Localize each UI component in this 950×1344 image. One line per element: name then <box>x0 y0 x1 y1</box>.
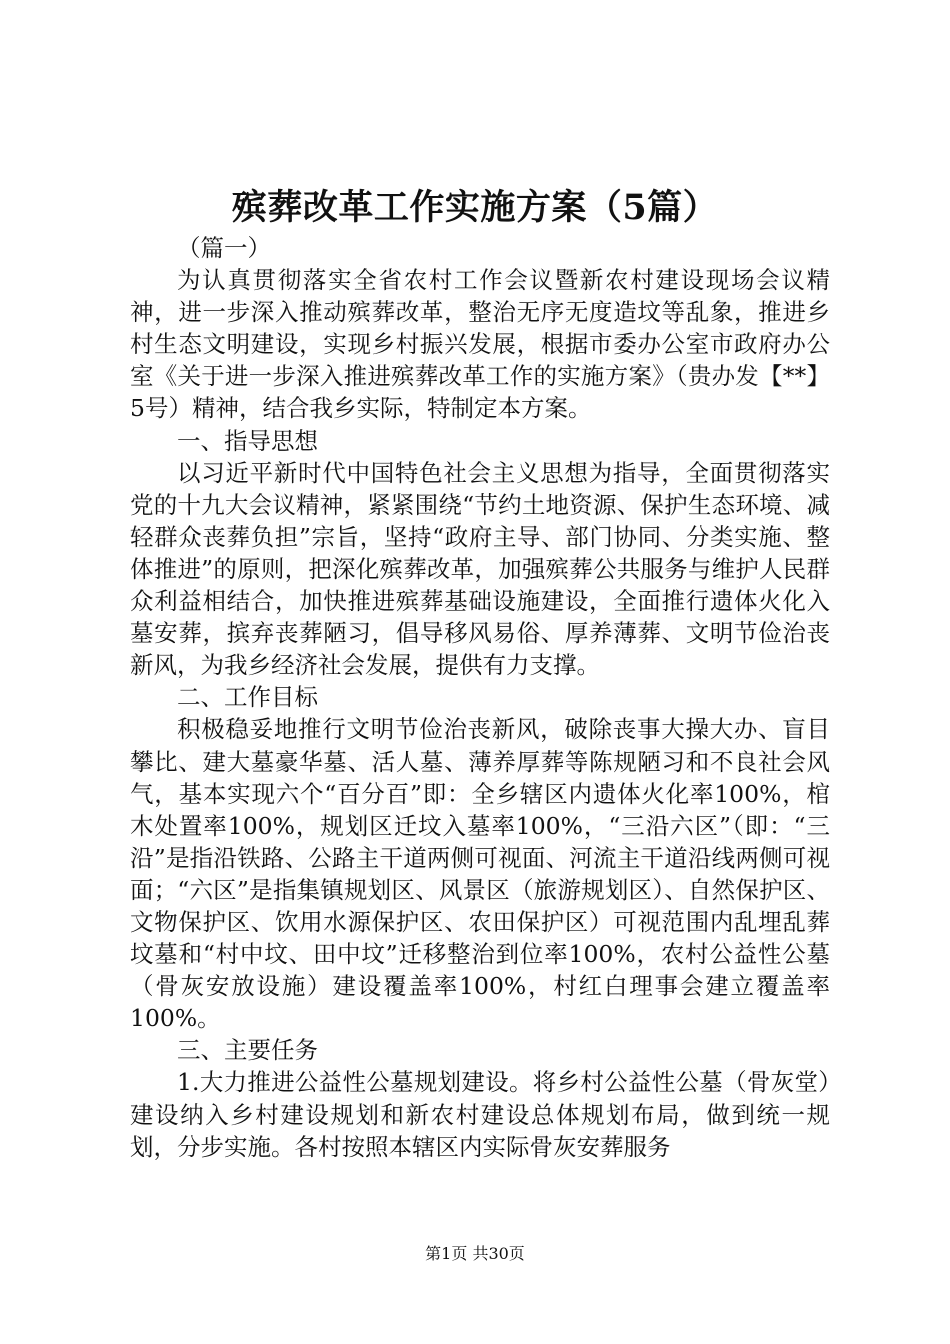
main-tasks-paragraph: 1.大力推进公益性公墓规划建设。将乡村公益性公墓（骨灰堂）建设纳入乡村建设规划和新农村建设总体规划布局，做到统一规划，分步实施。各村按照本辖区内实际骨灰安葬服务 <box>130 1068 830 1161</box>
work-goals-paragraph: 积极稳妥地推行文明节俭治丧新风，破除丧事大操大办、盲目攀比、建大墓豪华墓、活人墓、薄养厚葬等陈规陋习和不良社会风气，基本实现六个“百分百”即：全乡辖区内遗体火化率100%，棺木处置率100%，规划区迁坟入墓率100%，“三沿六区”（即：“三沿”是指沿铁路、公路主干道两侧可视面、河流主干道沿线两侧可视面；“六区”是指集镇规划区、风景区（旅游规划区）、自然保护区、文物保护区、饮用水源保护区、农田保护区）可视范围内乱埋乱葬坟墓和“村中坟、田中坟”迁移整治到位率100%，农村公益性公墓（骨灰安放设施）建设覆盖率100%，村红白理事会建立覆盖率100%。 <box>130 715 830 1033</box>
guiding-thought-paragraph: 以习近平新时代中国特色社会主义思想为指导，全面贯彻落实党的十九大会议精神，紧紧围绕“节约土地资源、保护生态环境、减轻群众丧葬负担”宗旨，坚持“政府主导、部门协同、分类实施、整体推进”的原则，把深化殡葬改革，加强殡葬公共服务与维护人民群众利益相结合，加快推进殡葬基础设施建设，全面推行遗体火化入墓安葬，摈弃丧葬陋习，倡导移风易俗、厚养薄葬、文明节俭治丧新风，为我乡经济社会发展，提供有力支撑。 <box>130 458 830 680</box>
intro-paragraph: 为认真贯彻落实全省农村工作会议暨新农村建设现场会议精神，进一步深入推动殡葬改革，整治无序无度造坟等乱象，推进乡村生态文明建设，实现乡村振兴发展，根据市委办公室市政府办公室《关于进一步深入推进殡葬改革工作的实施方案》（贵办发【**】5号）精神，结合我乡实际，特制定本方案。 <box>130 266 830 423</box>
section-label: （篇一） <box>177 234 271 262</box>
page-footer: 第1页 共30页 <box>425 1244 525 1263</box>
heading-main-tasks: 三、主要任务 <box>177 1036 318 1065</box>
document-body <box>130 232 830 1163</box>
heading-guiding-thought: 一、指导思想 <box>177 426 318 455</box>
document-title: 殡葬改革工作实施方案（5篇） <box>231 187 719 228</box>
heading-work-goals: 二、工作目标 <box>177 683 318 712</box>
